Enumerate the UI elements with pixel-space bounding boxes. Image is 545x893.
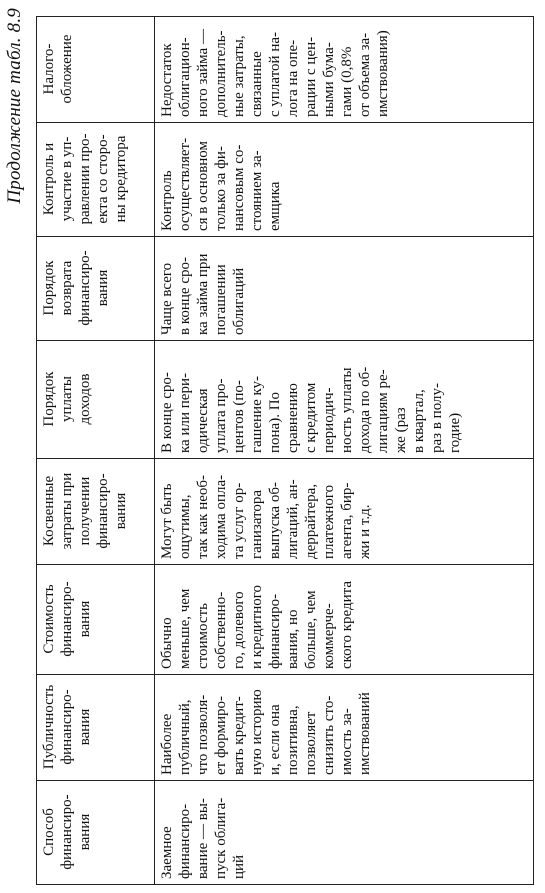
cell-line: финансиро- [77, 250, 93, 326]
cell-publicity [155, 675, 534, 781]
cell-line: погашении [213, 264, 229, 335]
cell-line: финансиро- [59, 794, 75, 870]
cell-line: Обычно [159, 617, 175, 669]
cell-line: с кредитом [303, 382, 319, 453]
cell-line: получении [77, 476, 93, 546]
cell-line: с уплатой на- [267, 31, 283, 117]
cell-line: ную историю [249, 689, 265, 775]
cell-repayment [155, 237, 534, 341]
cell-line: нансовым со- [231, 144, 247, 231]
cell-line: от объема за- [357, 32, 373, 117]
cell-line: облигацион- [177, 37, 193, 117]
cell-taxation [155, 17, 534, 123]
cell-line: вания [77, 813, 93, 851]
cell-line: пуск облига- [213, 797, 229, 879]
cell-line: деррайтера, [303, 483, 319, 559]
header-income-payment [37, 341, 155, 459]
cell-line: финансиро- [267, 593, 283, 669]
cell-line: екта со сторо- [95, 134, 111, 224]
cell-line: вания [77, 708, 93, 746]
cell-line: Порядок [41, 371, 57, 427]
header-control [37, 123, 155, 237]
cell-line: жи и т.д. [357, 504, 373, 559]
cell-line: публичный, [177, 699, 193, 775]
cell-financing-method [155, 781, 534, 885]
cell-line: емщика [267, 181, 283, 231]
header-financing-method [37, 781, 155, 885]
cell-line: агента, бир- [339, 482, 355, 559]
cell-line: имствования) [375, 30, 391, 117]
cell-line: финансиро- [95, 473, 111, 549]
cell-line: позволяет [303, 711, 319, 775]
cell-line: ходима опла- [213, 474, 229, 559]
cell-line: ные затраты, [231, 35, 247, 117]
header-publicity [37, 675, 155, 781]
cell-line: возврата [59, 260, 75, 316]
table-caption: Продолжение табл. 8.9 [4, 8, 25, 204]
cell-line: стоянием за- [249, 150, 265, 231]
cell-line: вания, но [285, 609, 301, 669]
cell-line: раз в полу- [429, 383, 445, 453]
cell-line: снизить сто- [321, 695, 337, 775]
cell-line: лигаций, ан- [285, 479, 301, 559]
cell-line: ощутимы, [177, 494, 193, 559]
cell-line: имствований [357, 692, 373, 775]
cell-line: вания [113, 492, 129, 530]
cell-line: дохода по об- [357, 366, 373, 453]
cell-line: пона). По [267, 391, 283, 453]
cell-line: уплата про- [213, 378, 229, 453]
cell-line: равлении про- [77, 133, 93, 225]
cell-control [155, 123, 534, 237]
cell-line: в конце сро- [177, 257, 193, 335]
cell-line: связанные [249, 51, 265, 117]
cell-line: и, если она [267, 704, 283, 775]
cell-line: осуществляет- [177, 137, 193, 231]
cell-line: Контроль [159, 170, 175, 231]
cell-line: вать кредит- [231, 696, 247, 775]
cell-line: центов (по- [231, 380, 247, 453]
cell-line: В конце сро- [159, 372, 175, 453]
cell-line: ность уплаты [339, 367, 355, 453]
cell-line: платежного [321, 484, 337, 559]
cell-line: позитивна, [285, 705, 301, 775]
cell-line: стоимость [195, 603, 211, 669]
cell-line: Публичность [41, 684, 57, 770]
cell-line: вания [77, 600, 93, 638]
cell-line: участие в уп- [59, 136, 75, 222]
cell-line: Стоимость [41, 584, 57, 654]
cell-line: Способ [41, 808, 57, 856]
cell-line: собственно- [213, 591, 229, 669]
cell-line: ка займа при [195, 253, 211, 335]
cell-line: вания [95, 269, 111, 307]
cell-line: что позволя- [195, 694, 211, 775]
table-row [155, 17, 534, 885]
cell-line: Порядок [41, 260, 57, 316]
cell-line: финансиро- [59, 581, 75, 657]
cell-line: финансиро- [177, 803, 193, 879]
cell-line: в квартал, [411, 389, 427, 453]
cell-line: ны кредитора [113, 135, 129, 223]
cell-line: же (раз [393, 407, 409, 453]
cell-line: годие) [447, 412, 463, 453]
cell-line: больше, чем [303, 590, 319, 669]
cell-line: ганизатора [249, 489, 265, 559]
header-cost [37, 565, 155, 675]
cell-line: лигациям ре- [375, 369, 391, 453]
cell-line: лога на опе- [285, 39, 301, 117]
cell-line: уплаты [59, 376, 75, 422]
cell-line: так как необ- [195, 474, 211, 559]
cell-line: ет формиро- [213, 696, 229, 775]
cell-line: Недостаток [159, 43, 175, 117]
cell-line: Косвенные [41, 475, 57, 547]
cell-line: го, долевого [231, 591, 247, 669]
cell-line: ными бума- [321, 42, 337, 117]
cell-line: сравнению [285, 383, 301, 453]
cell-line: ций [231, 854, 247, 879]
cell-line: ского кредита [339, 580, 355, 669]
cell-line: периодич- [321, 387, 337, 453]
cell-line: Контроль и [41, 142, 57, 216]
cell-line: Заемное [159, 826, 175, 879]
cell-indirect-costs [155, 459, 534, 565]
cell-line: финансиро- [59, 689, 75, 765]
cell-line: Налого- [41, 43, 57, 95]
cell-line: гами (0,8% [339, 46, 355, 117]
cell-line: дополнитель- [213, 30, 229, 117]
cell-line: коммерче- [321, 603, 337, 669]
table-header-row [37, 17, 155, 885]
cell-line: выпуска об- [267, 482, 283, 559]
cell-line: Могут быть [159, 483, 175, 559]
financing-table [36, 16, 534, 885]
cell-line: рации с цен- [303, 36, 319, 117]
cell-line: только за фи- [213, 146, 229, 231]
cell-line: Наиболее [159, 713, 175, 775]
cell-line: ного займа — [195, 29, 211, 117]
cell-line: ся в основном [195, 140, 211, 231]
cell-line: имость за- [339, 708, 355, 775]
cell-line: Чаще всего [159, 262, 175, 335]
cell-line: меньше, чем [177, 588, 193, 669]
cell-income-payment [155, 341, 534, 459]
cell-line: вание — вы- [195, 798, 211, 879]
cell-line: ка или пери- [177, 373, 193, 453]
header-taxation [37, 17, 155, 123]
cell-line: и кредитного [249, 584, 265, 669]
cell-line: доходов [77, 373, 93, 425]
cell-line: гашение ку- [249, 375, 265, 453]
cell-line: обложение [59, 34, 75, 104]
cell-line: одическая [195, 388, 211, 453]
cell-cost [155, 565, 534, 675]
cell-line: затраты при [59, 472, 75, 550]
cell-line: облигаций [231, 267, 247, 335]
cell-line: та услуг ор- [231, 482, 247, 559]
header-indirect-costs [37, 459, 155, 565]
header-repayment [37, 237, 155, 341]
